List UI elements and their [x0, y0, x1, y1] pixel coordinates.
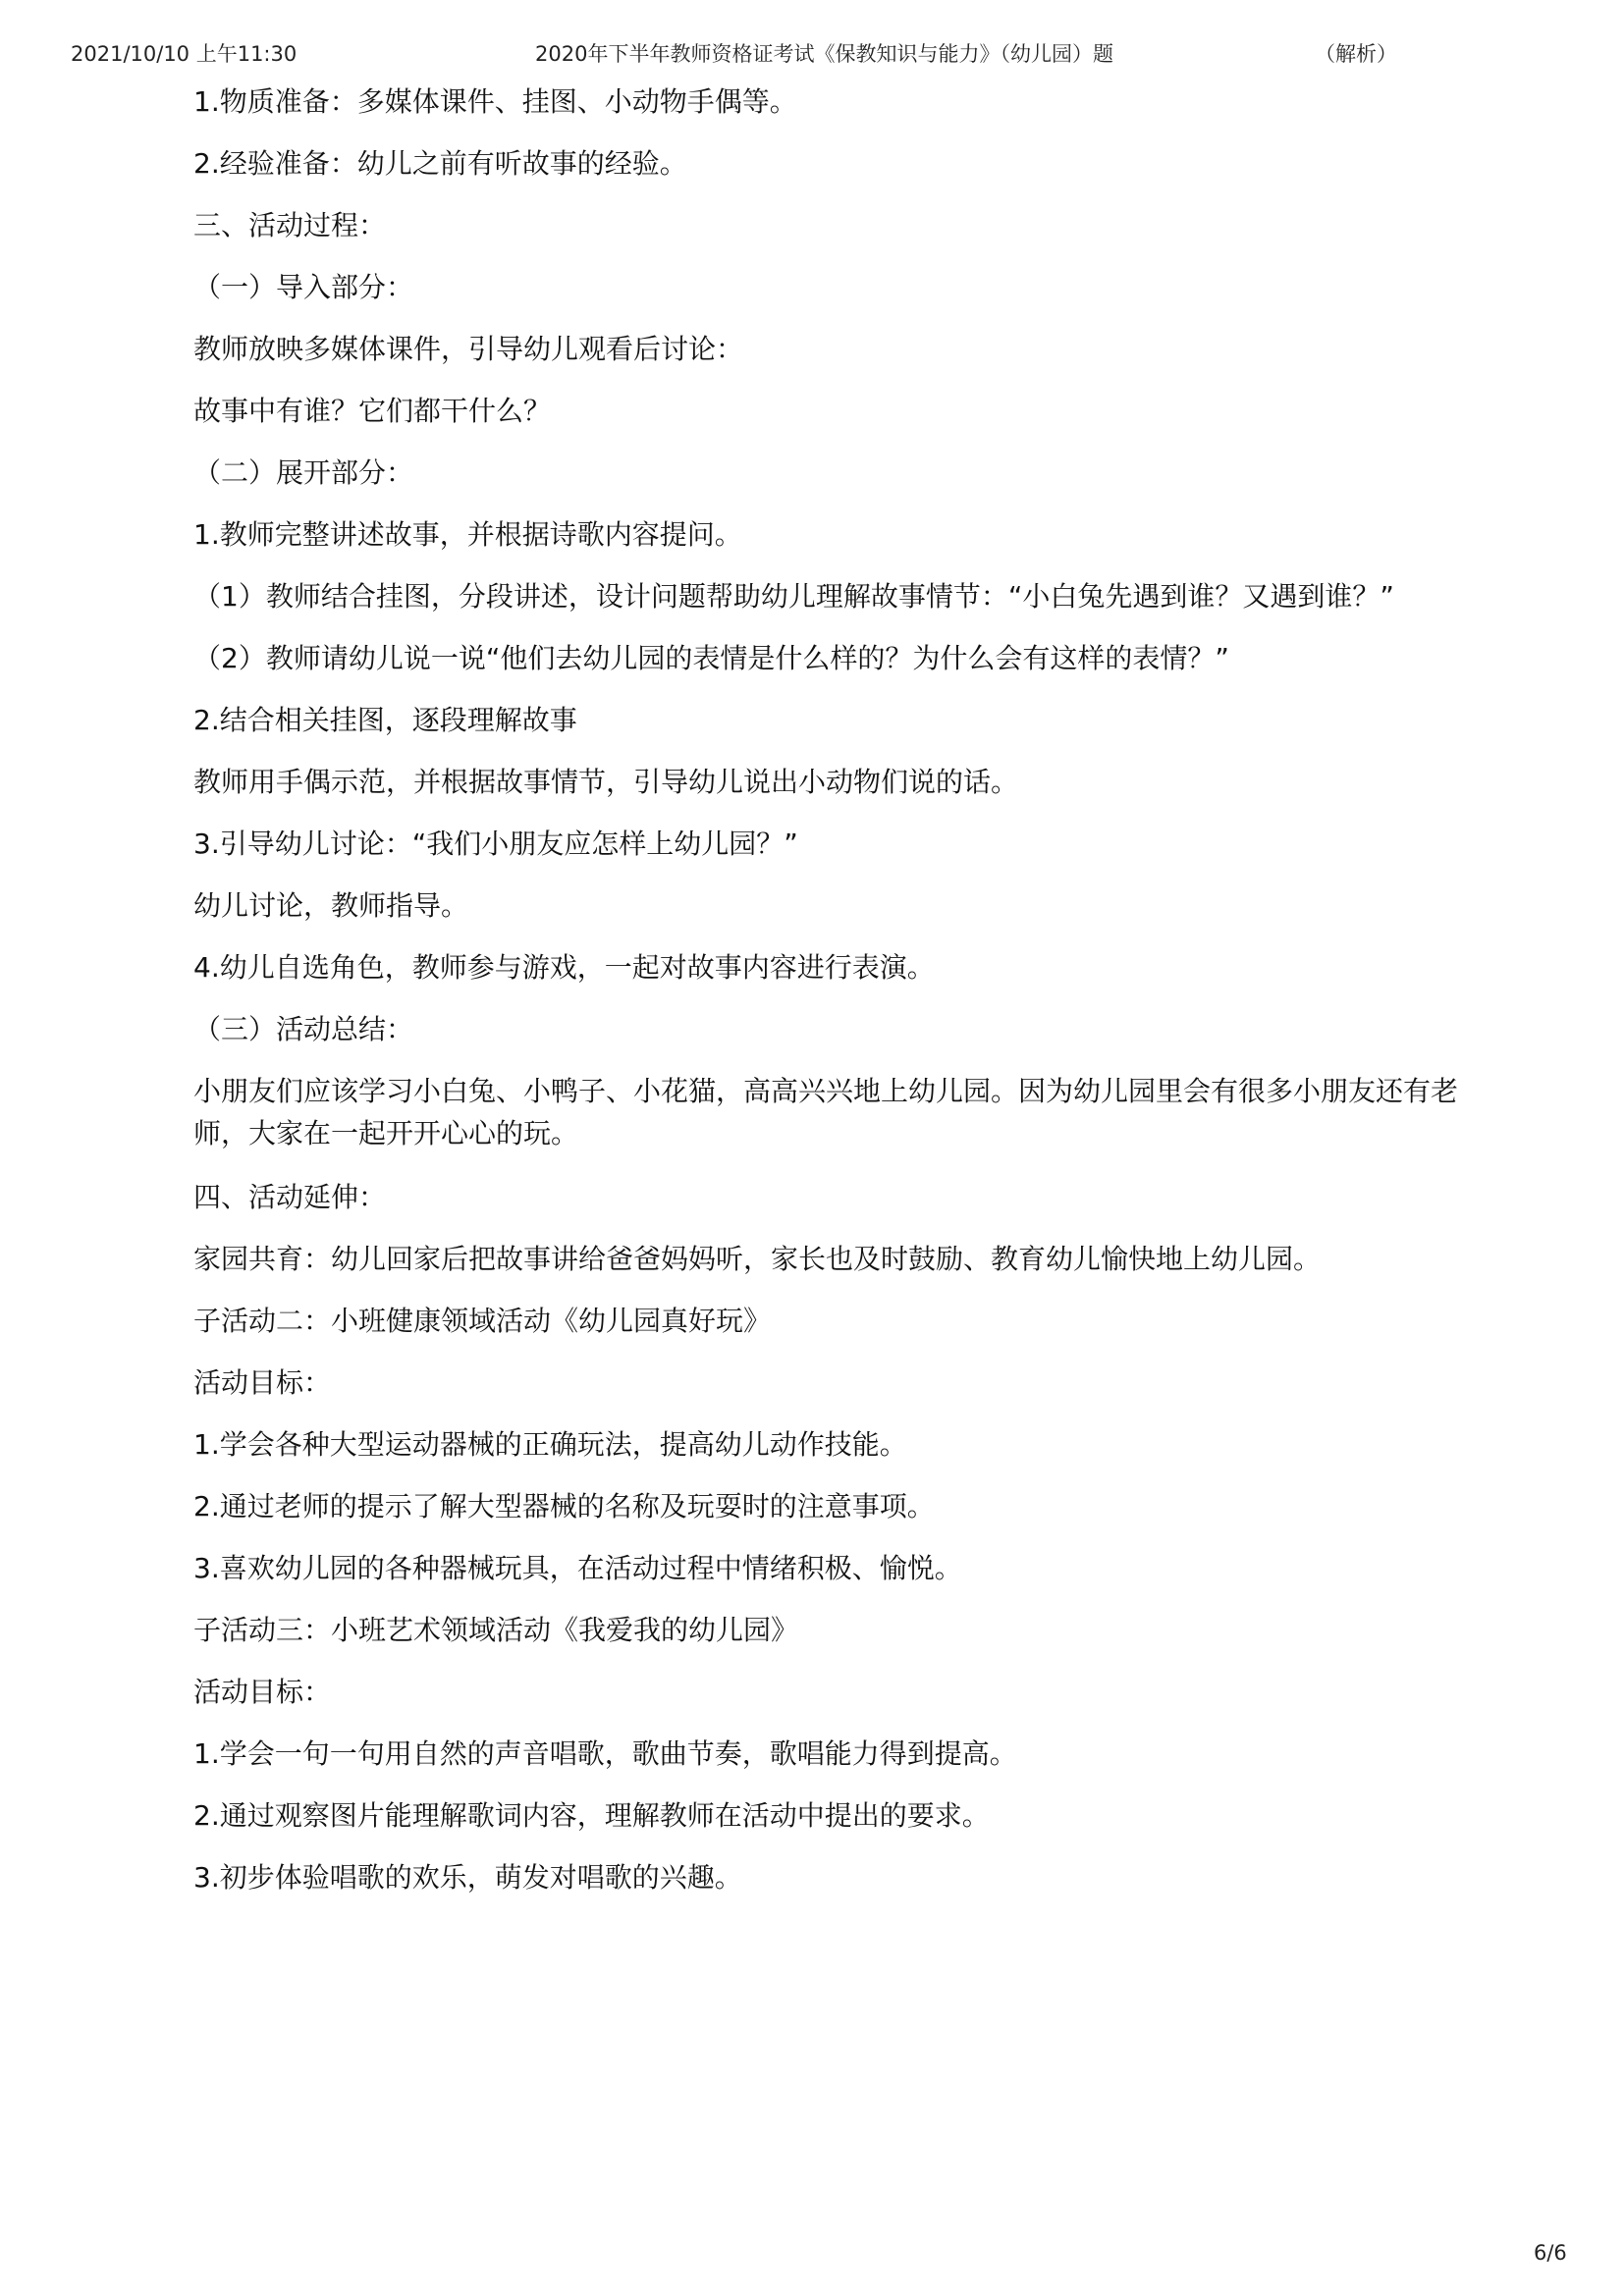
paragraph: 教师放映多媒体课件，引导幼儿观看后讨论：	[193, 333, 744, 365]
subheading-development: （二）展开部分：	[193, 456, 414, 489]
paragraph: 故事中有谁？它们都干什么？	[193, 395, 552, 427]
subheading-activity-goals: 活动目标：	[193, 1366, 332, 1399]
paragraph: 4.幼儿自选角色，教师参与游戏，一起对故事内容进行表演。	[193, 951, 935, 984]
list-item: 1.学会各种大型运动器械的正确玩法，提高幼儿动作技能。	[193, 1428, 907, 1461]
subheading-summary: （三）活动总结：	[193, 1013, 414, 1045]
paragraph: 教师用手偶示范，并根据故事情节，引导幼儿说出小动物们说的话。	[193, 766, 1019, 798]
paragraph: 家园共育：幼儿回家后把故事讲给爸爸妈妈听，家长也及时鼓励、教育幼儿愉快地上幼儿园。	[193, 1243, 1322, 1275]
list-item: 3.初步体验唱歌的欢乐，萌发对唱歌的兴趣。	[193, 1861, 742, 1894]
subheading-activity-goals: 活动目标：	[193, 1676, 332, 1708]
document-title: 2020年下半年教师资格证考试《保教知识与能力》（幼儿园）题	[535, 42, 1113, 66]
print-datetime: 2021/10/10 上午11:30	[71, 42, 298, 66]
list-item: 2.通过老师的提示了解大型器械的名称及玩耍时的注意事项。	[193, 1490, 935, 1522]
paragraph: 2.结合相关挂图，逐段理解故事	[193, 704, 577, 736]
title-suffix: （解析）	[1315, 42, 1397, 66]
section-heading-activity-process: 三、活动过程：	[193, 209, 387, 241]
subactivity-two-title: 子活动二：小班健康领域活动《幼儿园真好玩》	[193, 1305, 772, 1337]
subactivity-three-title: 子活动三：小班艺术领域活动《我爱我的幼儿园》	[193, 1614, 799, 1646]
paragraph-experience-preparation: 2.经验准备：幼儿之前有听故事的经验。	[193, 147, 687, 180]
list-item: 1.学会一句一句用自然的声音唱歌，歌曲节奏，歌唱能力得到提高。	[193, 1737, 1017, 1770]
list-item: 2.通过观察图片能理解歌词内容，理解教师在活动中提出的要求。	[193, 1799, 990, 1832]
print-header	[0, 39, 1624, 69]
list-item: 3.喜欢幼儿园的各种器械玩具，在活动过程中情绪积极、愉悦。	[193, 1552, 962, 1584]
paragraph: 1.教师完整讲述故事，并根据诗歌内容提问。	[193, 518, 742, 551]
subheading-introduction: （一）导入部分：	[193, 271, 414, 303]
paragraph: （2）教师请幼儿说一说“他们去幼儿园的表情是什么样的？为什么会有这样的表情？”	[193, 642, 1229, 674]
paragraph-material-preparation: 1.物质准备：多媒体课件、挂图、小动物手偶等。	[193, 85, 797, 118]
paragraph: （1）教师结合挂图，分段讲述，设计问题帮助幼儿理解故事情节：“小白兔先遇到谁？又遇到谁？”	[193, 580, 1394, 613]
section-heading-extension: 四、活动延伸：	[193, 1181, 387, 1213]
document-body	[193, 80, 1489, 1918]
paragraph: 3.引导幼儿讨论：“我们小朋友应怎样上幼儿园？”	[193, 828, 798, 860]
paragraph: 幼儿讨论，教师指导。	[193, 889, 469, 922]
page-number: 6/6	[1534, 2241, 1567, 2265]
paragraph-summary: 小朋友们应该学习小白兔、小鸭子、小花猫，高高兴兴地上幼儿园。因为幼儿园里会有很多小朋友还有老师，大家在一起开开心心的玩。	[193, 1075, 1459, 1149]
